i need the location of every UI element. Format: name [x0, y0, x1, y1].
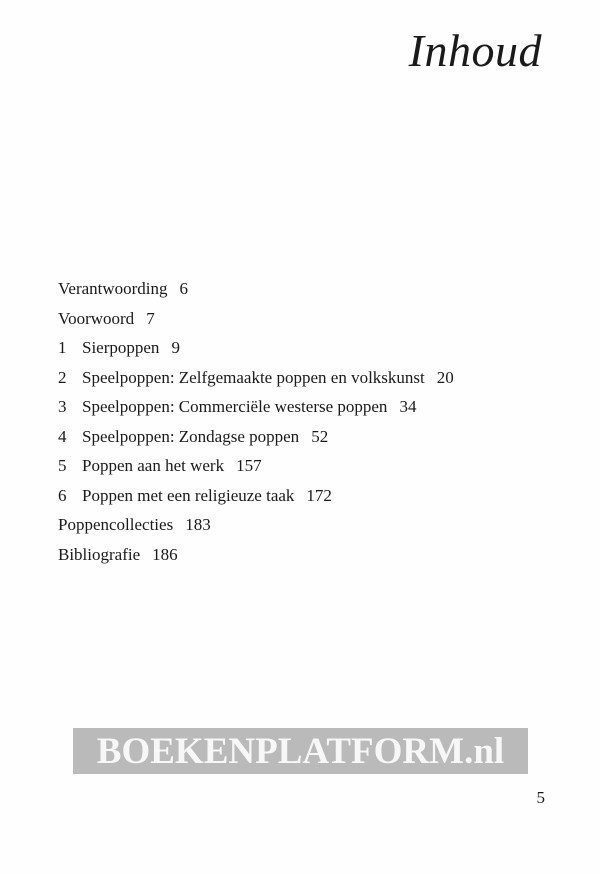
page-title: Inhoud — [408, 25, 542, 76]
toc-entry — [58, 451, 454, 481]
toc-entry-page: 20 — [436, 367, 454, 387]
toc-entry-page: 7 — [146, 308, 155, 328]
toc-entry — [58, 510, 454, 540]
page-number: 5 — [536, 788, 545, 807]
toc-entry-number: 3 — [58, 397, 67, 416]
toc-entry-page: 172 — [306, 485, 332, 505]
toc-entry-page: 186 — [152, 544, 178, 564]
toc-entry-title: Speelpoppen: Zelfgemaakte poppen en volkskunst — [82, 367, 425, 387]
toc-entry-title: Poppen aan het werk — [82, 456, 225, 475]
toc-entry-page: 183 — [185, 515, 211, 534]
toc-entry-title: Poppencollecties — [58, 515, 174, 534]
toc-entry-title: Poppen met een religieuze taak — [82, 485, 295, 505]
toc-entry-page: 34 — [399, 397, 417, 416]
toc-entry-title: Speelpoppen: Commerciële westerse poppen — [82, 397, 388, 416]
toc-entry — [58, 363, 454, 393]
watermark-banner — [73, 728, 528, 774]
toc-entry-title: Bibliografie — [58, 544, 141, 564]
toc-entry-number: 4 — [58, 426, 67, 446]
toc-entry — [58, 304, 454, 334]
toc-entry-title: Verantwoording — [58, 279, 168, 298]
toc-entry-number: 5 — [58, 456, 67, 475]
toc-entry — [58, 481, 454, 511]
toc-entry-page: 6 — [179, 279, 189, 298]
toc-entry-page: 157 — [236, 456, 262, 475]
toc-entry — [58, 274, 454, 304]
watermark-text: BOEKENPLATFORM.nl — [96, 730, 505, 772]
toc-entry-title: Sierpoppen — [82, 338, 160, 357]
toc-entry-number: 6 — [58, 485, 67, 505]
table-of-contents — [58, 274, 454, 569]
toc-entry-number: 1 — [58, 338, 67, 357]
toc-entry — [58, 540, 454, 570]
toc-entry — [58, 422, 454, 452]
toc-entry-page: 52 — [311, 426, 329, 446]
toc-entry-page: 9 — [171, 338, 180, 357]
toc-entry-title: Voorwoord — [58, 308, 135, 328]
toc-entry-number: 2 — [58, 367, 67, 387]
toc-entry — [58, 392, 454, 422]
toc-entry — [58, 333, 454, 363]
toc-entry-title: Speelpoppen: Zondagse poppen — [82, 426, 300, 446]
